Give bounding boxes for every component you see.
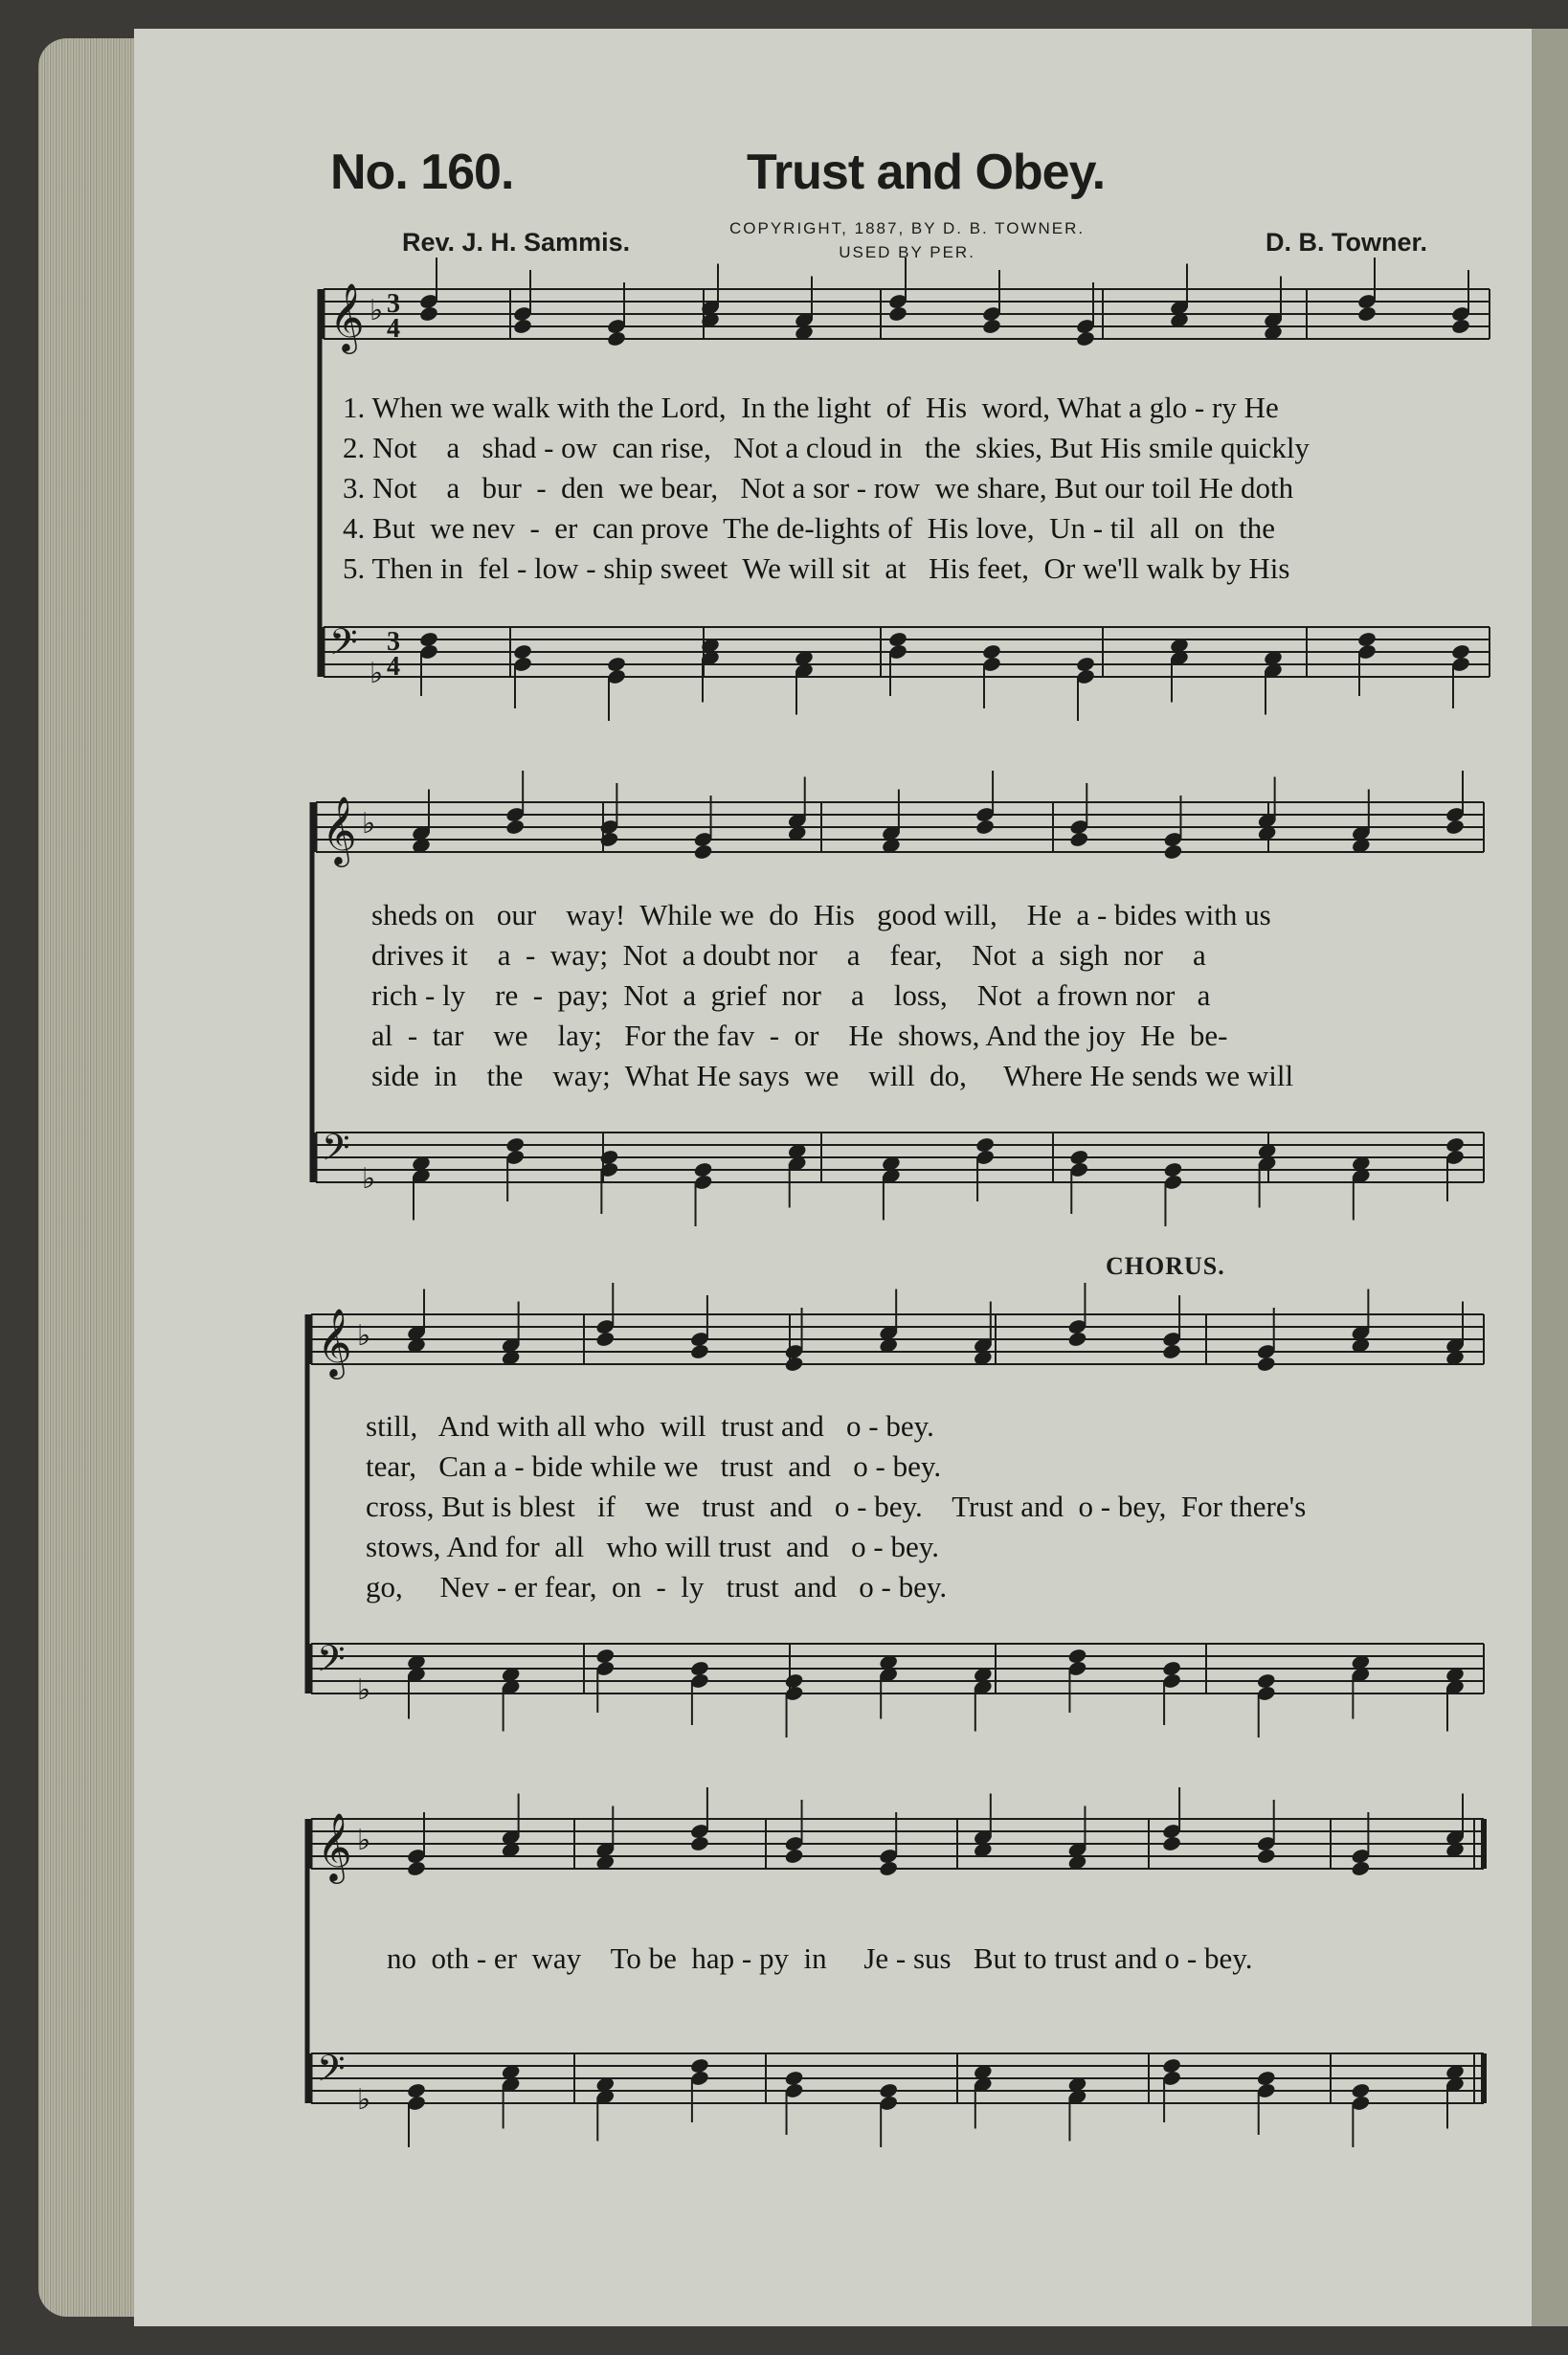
note-head [689, 1835, 709, 1852]
chorus-label: CHORUS. [1106, 1252, 1225, 1280]
note-head [974, 819, 995, 836]
composer-credit: D. B. Towner. [1266, 228, 1428, 257]
time-signature-digit: 4 [387, 652, 400, 682]
note-head [512, 318, 532, 335]
note-head [595, 1331, 616, 1348]
note-head [981, 318, 1001, 335]
lyric-line-s2-v4: al - tar we lay; For the fav - or He shows, And the joy He be- [371, 1019, 1228, 1052]
note-head [1163, 843, 1183, 861]
lyric-line-s2-v3: rich - ly re - pay; Not a grief nor a loss, Not a frown nor a [371, 978, 1211, 1012]
author-credit: Rev. J. H. Sammis. [402, 228, 631, 257]
note-head [418, 305, 438, 323]
note-head [887, 305, 907, 323]
note-head [693, 843, 713, 861]
copyright-line-1: COPYRIGHT, 1887, BY D. B. TOWNER. [729, 219, 1086, 237]
treble-clef-icon: 𝄞 [317, 1811, 352, 1881]
bass-clef-icon: 𝄢 [317, 2047, 346, 2098]
lyric-line-s2-v1: sheds on our way! While we do His good will, He a - bides with us [371, 898, 1271, 931]
flat-icon: ♭ [357, 2083, 371, 2117]
note-head [1256, 1848, 1276, 1865]
note-head [1445, 819, 1465, 836]
treble-clef-icon: 𝄞 [329, 281, 365, 351]
lyric-line-s2-v2: drives it a - way; Not a doubt nor a fear, Not a sigh nor a [371, 938, 1206, 972]
time-signature-digit: 4 [387, 314, 400, 344]
hymn-number: No. 160. [330, 145, 514, 200]
lyric-line-s1-v3: 3. Not a bur - den we bear, Not a sor - row we share, But our toil He doth [343, 471, 1294, 505]
lyric-line-s3-v4: stows, And for all who will trust and o - bey. [366, 1530, 939, 1563]
note-head [689, 1343, 709, 1360]
bass-clef-icon: 𝄢 [317, 1637, 346, 1689]
flat-icon: ♭ [357, 1673, 371, 1707]
copyright-line-2: USED BY PER. [839, 243, 975, 261]
lyric-line-s1-v1: 1. When we walk with the Lord, In the light of His word, What a glo - ry He [343, 391, 1279, 424]
note-head [1161, 1835, 1181, 1852]
flat-icon: ♭ [370, 294, 384, 327]
time-signature-digit: 3 [387, 289, 400, 319]
hymn-title: Trust and Obey. [747, 145, 1106, 200]
lyric-line-s3-v3: cross, But is blest if we trust and o - bey. Trust and o - bey, For there's [366, 1490, 1307, 1523]
note-head [1450, 318, 1470, 335]
lyric-line-s1-v2: 2. Not a shad - ow can rise, Not a cloud in the skies, But His smile quickly [343, 431, 1310, 464]
note-head [1069, 831, 1089, 848]
note-head [505, 819, 526, 836]
note-head [1351, 1860, 1371, 1877]
note-head [1161, 1343, 1181, 1360]
flat-icon: ♭ [362, 1162, 376, 1196]
flat-icon: ♭ [357, 1319, 371, 1353]
note-head [406, 1860, 426, 1877]
lyric-line-s4-v1: no oth - er way To be hap - py in Je - sus But to trust and o - bey. [387, 1941, 1253, 1975]
note-head [784, 1356, 804, 1373]
note-head [606, 330, 626, 348]
lyric-line-s2-v5: side in the way; What He says we will do, Where He sends we will [371, 1059, 1294, 1092]
lyric-line-s1-v4: 4. But we nev - er can prove The de-lights of His love, Un - til all on the [343, 511, 1275, 545]
lyric-line-s1-v5: 5. Then in fel - low - ship sweet We will sit at His feet, Or we'll walk by His [343, 551, 1290, 585]
note-head [1075, 330, 1095, 348]
time-signature-digit: 3 [387, 627, 400, 657]
note-head [879, 1860, 899, 1877]
bass-clef-icon: 𝄢 [322, 1126, 350, 1178]
lyric-line-s3-v5: go, Nev - er fear, on - ly trust and o - bey. [366, 1570, 948, 1604]
lyric-line-s3-v2: tear, Can a - bide while we trust and o - bey. [366, 1449, 942, 1483]
note-head [784, 1848, 804, 1865]
treble-clef-icon: 𝄞 [317, 1307, 352, 1377]
lyric-line-s3-v1: still, And with all who will trust and o - bey. [366, 1409, 934, 1443]
note-head [1356, 305, 1377, 323]
flat-icon: ♭ [370, 657, 384, 690]
note-head [599, 831, 619, 848]
bass-clef-icon: 𝄢 [329, 620, 358, 672]
flat-icon: ♭ [362, 807, 376, 841]
flat-icon: ♭ [357, 1824, 371, 1857]
note-head [1256, 1356, 1276, 1373]
note-head [1067, 1331, 1087, 1348]
treble-clef-icon: 𝄞 [322, 795, 357, 864]
